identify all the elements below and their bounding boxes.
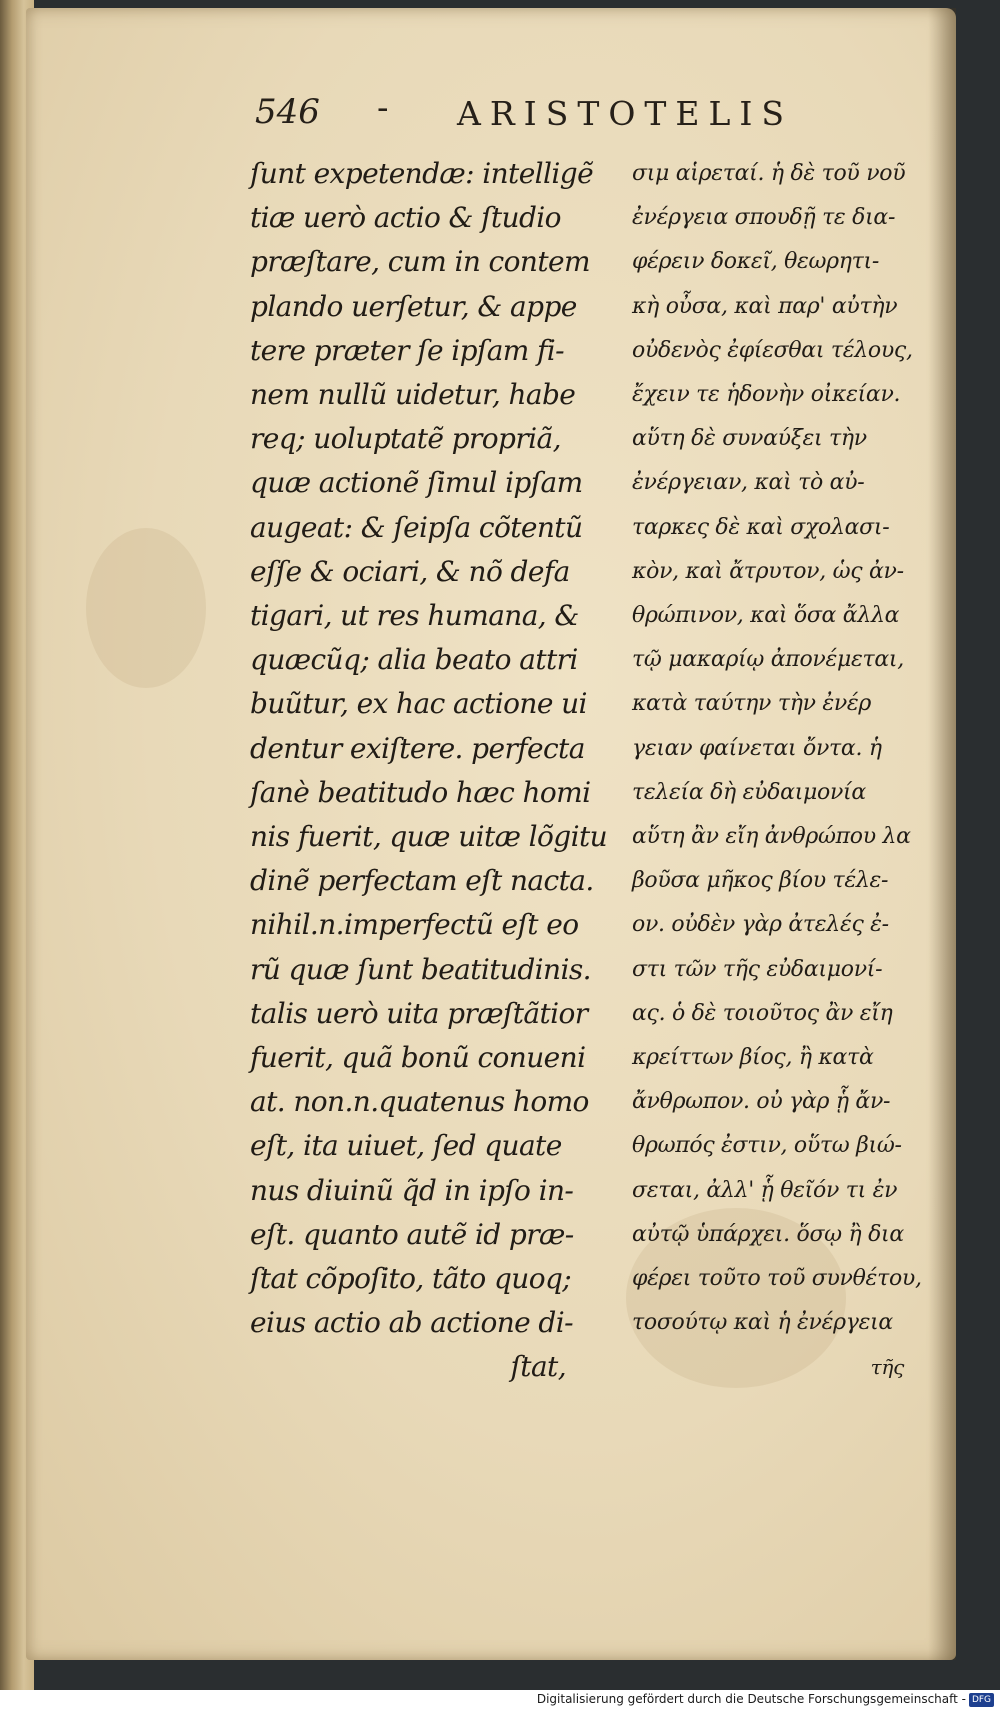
greek-line: τῷ μακαρίῳ ἀπονέμεται, [632, 647, 904, 673]
latin-line: buũtur, ex hac actione ui [250, 687, 587, 721]
greek-line: ἄνθρωπον. οὐ γὰρ ᾗ ἄν- [632, 1089, 891, 1115]
latin-line: tere præter ſe ipſam fi- [250, 333, 565, 367]
latin-line: talis uerò uita præſtãtior [250, 996, 588, 1030]
latin-line: nis fuerit, quæ uitæ lõgitu [250, 820, 608, 854]
latin-line: ſunt expetendæ: intelligẽ [250, 157, 594, 190]
greek-line: ταρκες δὲ καὶ σχολασι- [632, 514, 890, 540]
running-header [255, 88, 855, 142]
latin-line: at. non.n.quatenus homo [250, 1085, 589, 1119]
latin-line: nihil.n.imperfectũ eſt eo [250, 908, 579, 942]
greek-line: στι τῶν τῆς εὐδαιμονί- [632, 956, 883, 982]
latin-line: tigari, ut res humana, & [250, 599, 579, 633]
latin-line: nus diuinũ q̃d in ipſo in- [250, 1173, 574, 1207]
greek-line: τελεία δὴ εὐδαιμονία [632, 779, 866, 805]
greek-catchword: τῆς [870, 1355, 904, 1380]
latin-line: nem nullũ uidetur, habe [250, 378, 576, 412]
greek-line: θρωπός ἐστιν, οὕτω βιώ- [632, 1133, 902, 1159]
digitization-footer [0, 1690, 1000, 1711]
greek-line: κὴ οὖσα, καὶ παρ' αὐτὴν [632, 293, 898, 319]
latin-line: plando uerſetur, & appe [250, 289, 577, 323]
greek-line: ον. οὐδὲν γὰρ ἀτελές ἐ- [632, 912, 889, 938]
paper-stain [86, 528, 206, 688]
latin-line: eſſe & ociari, & nõ defa [250, 554, 570, 588]
latin-line: eſt, ita uiuet, ſed quate [250, 1129, 562, 1163]
greek-line: γειαν φαίνεται ὄντα. ἡ [632, 735, 882, 761]
page-gutter-shadow [928, 8, 956, 1660]
greek-line: ἔχειν τε ἡδονὴν οἰκείαν. [632, 382, 901, 408]
dfg-logo-icon: DFG [969, 1693, 994, 1707]
latin-line: dentur exiſtere. perfecta [250, 731, 585, 765]
latin-line: tiæ uerò actio & ſtudio [250, 201, 561, 235]
latin-line: ſanè beatitudo hæc homi [250, 775, 591, 809]
greek-line: φέρει τοῦτο τοῦ συνθέτου, [632, 1266, 922, 1292]
latin-text-column [250, 152, 608, 1390]
latin-line: augeat: & ſeipſa cõtentũ [250, 510, 583, 544]
greek-line: κρείττων βίος, ἢ κατὰ [632, 1045, 874, 1071]
latin-line: quæcũq; alia beato attri [250, 643, 578, 677]
latin-catchword: ſtat, [510, 1350, 566, 1384]
greek-line: σιμ αἱρεταί. ἡ δὲ τοῦ νοῦ [632, 161, 906, 186]
latin-line: dinẽ perfectam eſt nacta. [250, 864, 594, 898]
greek-line: κὸν, καὶ ἄτρυτον, ὡς ἀν- [632, 558, 904, 584]
latin-line: fuerit, quã bonũ conueni [250, 1041, 586, 1075]
greek-line: ἐνέργειαν, καὶ τὸ αὐ- [632, 470, 865, 496]
greek-line: αὐτῷ ὑπάρχει. ὅσῳ ἢ δια [632, 1221, 904, 1247]
funding-credit: Digitalisierung gefördert durch die Deutsche Forschungsgemeinschaft - [536, 1692, 966, 1706]
greek-line: θρώπινον, καὶ ὅσα ἄλλα [632, 603, 900, 629]
latin-line: eſt. quanto autẽ id præ- [250, 1217, 574, 1251]
header-dash: - [377, 88, 389, 128]
greek-line: οὐδενὸς ἐφίεσθαι τέλους, [632, 337, 913, 363]
running-title: ARISTOTELIS [457, 94, 794, 133]
greek-line: φέρειν δοκεῖ, θεωρητι- [632, 249, 880, 275]
greek-line: βοῦσα μῆκος βίου τέλε- [632, 868, 889, 894]
greek-line: ας. ὁ δὲ τοιοῦτος ἂν εἴη [632, 1000, 893, 1026]
latin-line: req; uoluptatẽ propriã, [250, 422, 561, 456]
greek-line: αὕτη δὲ συναύξει τὴν [632, 426, 867, 452]
greek-text-column [632, 152, 932, 1390]
latin-line: ſtat cõpoſito, tãto quoq; [250, 1262, 572, 1296]
page-number: 546 [255, 92, 320, 132]
greek-line: ἐνέργεια σπουδῇ τε δια- [632, 205, 896, 231]
latin-line: rũ quæ ſunt beatitudinis. [250, 952, 591, 986]
greek-line: σεται, ἀλλ' ᾗ θεῖόν τι ἐν [632, 1177, 898, 1203]
greek-line: κατὰ ταύτην τὴν ἐνέρ [632, 691, 872, 717]
latin-line: quæ actionẽ ſimul ipſam [250, 466, 583, 500]
latin-line: præſtare, cum in contem [250, 245, 590, 279]
greek-line: αὕτη ἂν εἴη ἀνθρώπου λα [632, 824, 911, 850]
latin-line: eius actio ab actione di- [250, 1306, 573, 1340]
greek-line: τοσούτῳ καὶ ἡ ἐνέργεια [632, 1310, 893, 1336]
